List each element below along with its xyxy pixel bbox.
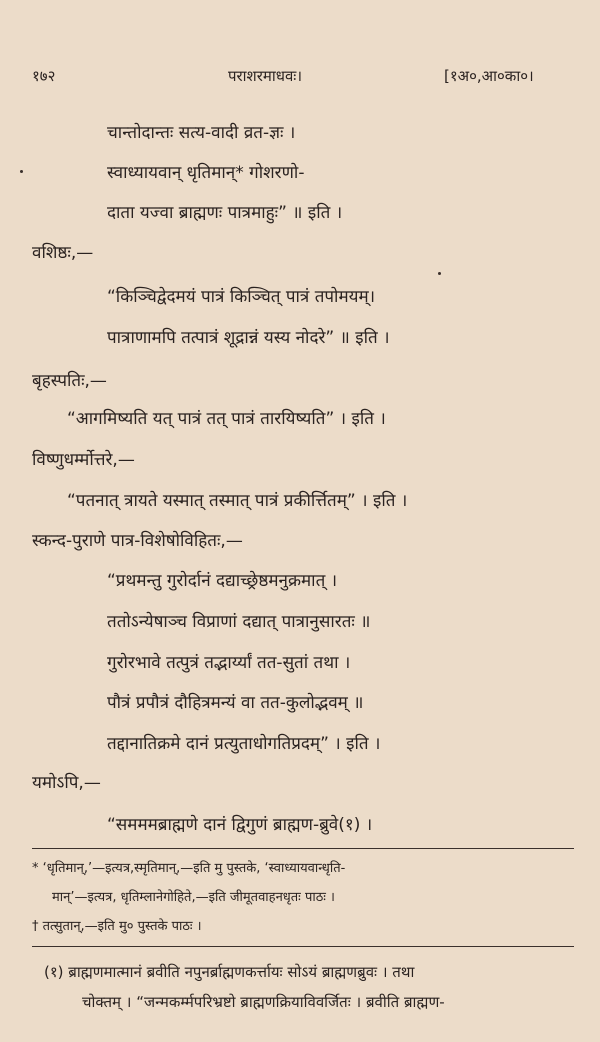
text-line: पौत्रं प्रपौत्रं दौहित्रमन्यं वा तत-कुलोद्भवम् ॥	[107, 693, 364, 713]
speaker-heading: वशिष्ठः,—	[32, 243, 94, 263]
text-line: पात्राणामपि तत्पात्रं शूद्रान्नं यस्य नोदरे” ॥ इति ।	[107, 328, 390, 348]
footnote-line: * ‘धृतिमान्,’—इत्यत्र,स्मृतिमान्,—इति मु पुस्तके, ‘स्वाध्यायवान्धृति-	[32, 861, 346, 876]
text-line: “प्रथमन्तु गुरोर्दानं दद्याच्छ्रेष्ठमनुक्रमात् ।	[107, 571, 338, 591]
text-line: स्वाध्यायवान् धृतिमान्* गोशरणो-	[107, 163, 305, 183]
speaker-heading: यमोऽपि,—	[32, 773, 101, 793]
footnote-line: † तत्सुतान्,—इति मु० पुस्तके पाठः ।	[32, 919, 202, 934]
text-line: “समममब्राह्मणे दानं द्विगुणं ब्राह्मण-ब्रुवे(१) ।	[107, 815, 373, 835]
text-line: तद्दानातिक्रमे दानं प्रत्युताधोगतिप्रदम्” । इति ।	[107, 734, 381, 754]
footnote-separator	[32, 848, 574, 849]
speaker-heading: विष्णुधर्म्मोत्तरे,—	[32, 450, 135, 470]
text-line: ततोऽन्येषाञ्च विप्राणां दद्यात् पात्रानुसारतः ॥	[107, 612, 371, 632]
text-line: “किञ्चिद्वेदमयं पात्रं किञ्चित् पात्रं तपोमयम्।	[107, 287, 376, 307]
running-title: पराशरमाधवः।	[228, 67, 303, 85]
text-line: “पतनात् त्रायते यस्मात् तस्मात् पात्रं प्रकीर्त्तितम्” । इति ।	[67, 491, 408, 511]
editor-note-line: (१) ब्राह्मणमात्मानं ब्रवीति नपुनर्ब्राह्मणकर्त्तायः सोऽयं ब्राह्मणब्रुवः । तथा	[44, 963, 415, 981]
print-speck	[20, 170, 23, 173]
text-line: चान्तोदान्तः सत्य-वादी व्रत-ज्ञः ।	[107, 123, 296, 143]
text-line: दाता यज्वा ब्राह्मणः पात्रमाहुः” ॥ इति ।	[107, 203, 343, 223]
print-speck	[438, 272, 441, 275]
text-line: “आगमिष्यति यत् पात्रं तत् पात्रं तारयिष्यति” । इति ।	[67, 409, 386, 429]
section-reference: [१अ०,आ०का०।	[444, 67, 534, 85]
editor-note-separator	[32, 946, 574, 947]
speaker-heading: बृहस्पतिः,—	[32, 371, 107, 391]
page-number: १७२	[32, 67, 56, 85]
text-line: गुरोरभावे तत्पुत्रं तद्भार्य्यां तत-सुतां तथा ।	[107, 653, 351, 673]
footnote-line: मान्’—इत्यत्र, धृतिम्लानेगोहिते,—इति जीमूतवाहनधृतः पाठः ।	[52, 890, 335, 905]
editor-note-line: चोक्तम् । “जन्मकर्म्मपरिभ्रष्टो ब्राह्मणक्रियाविवर्जितः । ब्रवीति ब्राह्मण-	[82, 993, 445, 1011]
speaker-heading: स्कन्द-पुराणे पात्र-विशेषोविहितः,—	[32, 531, 243, 551]
